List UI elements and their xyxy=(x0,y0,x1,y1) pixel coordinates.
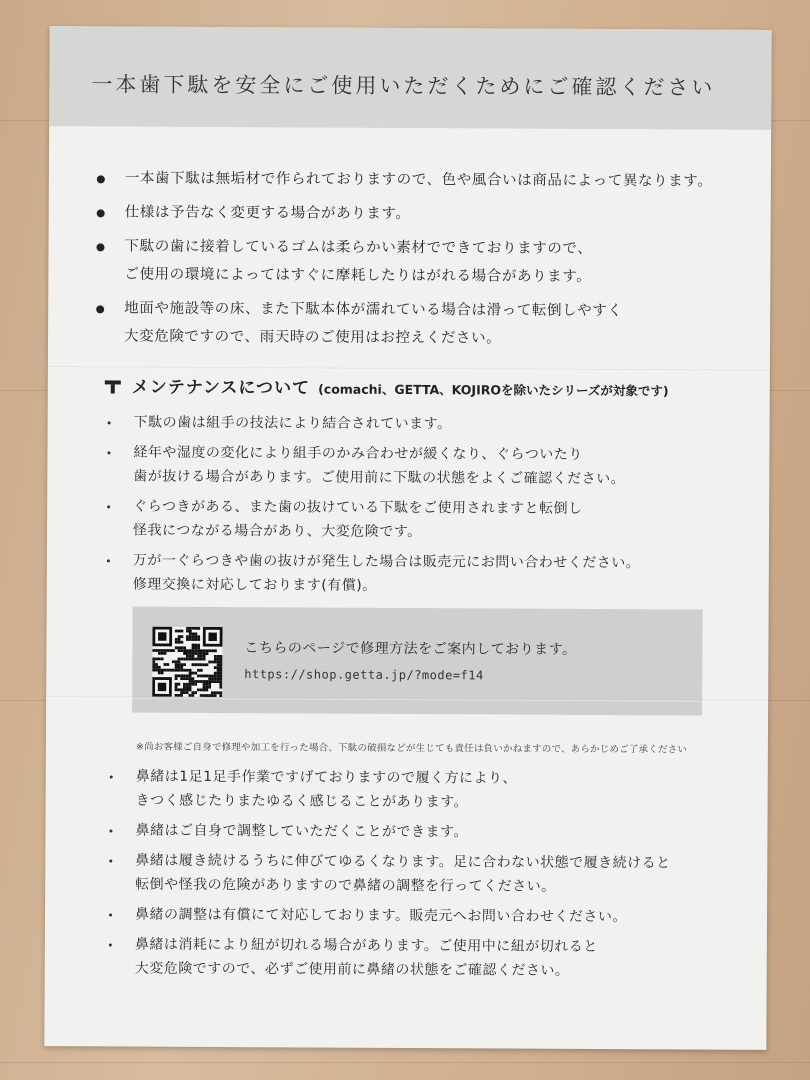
paper-fold xyxy=(48,366,770,372)
bullet-dot xyxy=(109,829,112,832)
bullet-text: 地面や施設等の床、また下駄本体が濡れている場合は滑って転倒しやすく xyxy=(124,300,623,320)
bullet-dot xyxy=(107,559,110,562)
bullet-dot xyxy=(109,859,112,862)
bullet-dot xyxy=(108,421,111,424)
geta-icon xyxy=(104,378,122,394)
hanao-bullet-item xyxy=(107,902,747,929)
bullet-dot xyxy=(97,175,105,183)
hanao-bullet-item xyxy=(108,764,748,815)
bullet-text: 怪我につながる場合があり、大変危険です。 xyxy=(132,522,422,541)
maintenance-bullet-item xyxy=(106,410,746,437)
safety-bullet-list xyxy=(92,164,753,359)
bullet-text: 鼻緒は履き続けるうちに伸びてゆるくなります。足に合わない状態で履き続けると xyxy=(135,852,671,872)
bullet-text: きつく感じたりまたゆるく感じることがあります。 xyxy=(135,792,469,811)
bullet-dot xyxy=(110,775,113,778)
bullet-text: 下駄の歯に接着しているゴムは柔らかい素材でできておりますので、 xyxy=(124,238,593,257)
disclaimer-note: ※尚お客様ご自身で修理や加工を行った場合、下駄の破損などが生じても責任は負いかねますので、あらかじめご了承ください xyxy=(135,741,688,756)
document-title: 一本歯下駄を安全にご使用いただくためにご確認ください xyxy=(91,72,716,100)
bullet-dot xyxy=(96,305,104,313)
bullet-text: 下駄の歯は組手の技法により結合されています。 xyxy=(133,414,452,433)
bullet-text: 仕様は予告なく変更する場合があります。 xyxy=(124,204,411,223)
bullet-text: 一本歯下駄は無垢材で作られておりますので、色や風合いは商品によって異なります。 xyxy=(124,170,713,190)
maintenance-bullet-list xyxy=(105,410,746,605)
bullet-text: 鼻緒は1足1足手作業ですげておりますので履く方により、 xyxy=(135,768,518,787)
bullet-text: 鼻緒は消耗により紐が切れる場合があります。ご使用中に紐が切れると xyxy=(134,936,598,955)
hanao-bullet-item xyxy=(107,818,747,845)
bullet-text: 歯が抜ける場合があります。ご使用前に下駄の状態をよくご確認ください。 xyxy=(133,468,626,488)
bullet-dot xyxy=(109,943,112,946)
safety-bullet-item xyxy=(93,164,753,195)
bullet-text: 大変危険ですので、必ずご使用前に鼻緒の状態をご確認ください。 xyxy=(134,960,570,979)
bullet-text: 鼻緒はご自身で調整していただくことができます。 xyxy=(135,822,468,841)
repair-info-text: こちらのページで修理方法をご案内しております。 xyxy=(244,640,577,658)
wood-grain xyxy=(0,1062,810,1063)
repair-url[interactable]: https://shop.getta.jp/?mode=f14 xyxy=(244,667,484,683)
maintenance-heading xyxy=(104,372,669,400)
qr-code[interactable] xyxy=(152,627,222,697)
hanao-bullet-item xyxy=(107,848,747,899)
safety-bullet-item xyxy=(92,232,752,291)
bullet-dot xyxy=(109,913,112,916)
maintenance-bullet-item xyxy=(105,494,745,545)
bullet-text: ぐらつきがある、また歯の抜けている下駄をご使用されますと転倒し xyxy=(133,498,583,517)
maintenance-title: メンテナンスについて xyxy=(131,377,311,399)
bullet-text: 万が一ぐらつきや歯の抜けが発生した場合は販売元にお問い合わせください。 xyxy=(132,552,641,572)
bullet-dot xyxy=(107,505,110,508)
bullet-dot xyxy=(107,451,110,454)
hanao-bullet-item xyxy=(107,932,747,983)
maintenance-subtitle: (comachi、GETTA、KOJIROを除いたシリーズが対象です) xyxy=(318,381,669,399)
instruction-sheet xyxy=(44,26,771,1050)
safety-bullet-item xyxy=(93,198,753,229)
bullet-text: 修理交換に対応しております(有償)。 xyxy=(132,576,377,594)
maintenance-bullet-item xyxy=(105,440,745,491)
bullet-text: 経年や湿度の変化により組手のかみ合わせが緩くなり、ぐらついたり xyxy=(133,444,583,463)
bullet-text: 転倒や怪我の危険がありますので鼻緒の調整を行ってください。 xyxy=(135,876,556,895)
bullet-dot xyxy=(96,243,104,251)
bullet-text: ご使用の環境によってはすぐに摩耗したりはがれる場合があります。 xyxy=(124,266,592,285)
bullet-dot xyxy=(97,209,105,217)
maintenance-bullet-item xyxy=(105,548,745,599)
hanao-bullet-list xyxy=(107,764,748,989)
safety-bullet-item xyxy=(92,294,752,353)
bullet-text: 大変危険ですので、雨天時のご使用はお控えください。 xyxy=(124,328,502,347)
bullet-text: 鼻緒の調整は有償にて対応しております。販売元へお問い合わせください。 xyxy=(134,906,627,926)
